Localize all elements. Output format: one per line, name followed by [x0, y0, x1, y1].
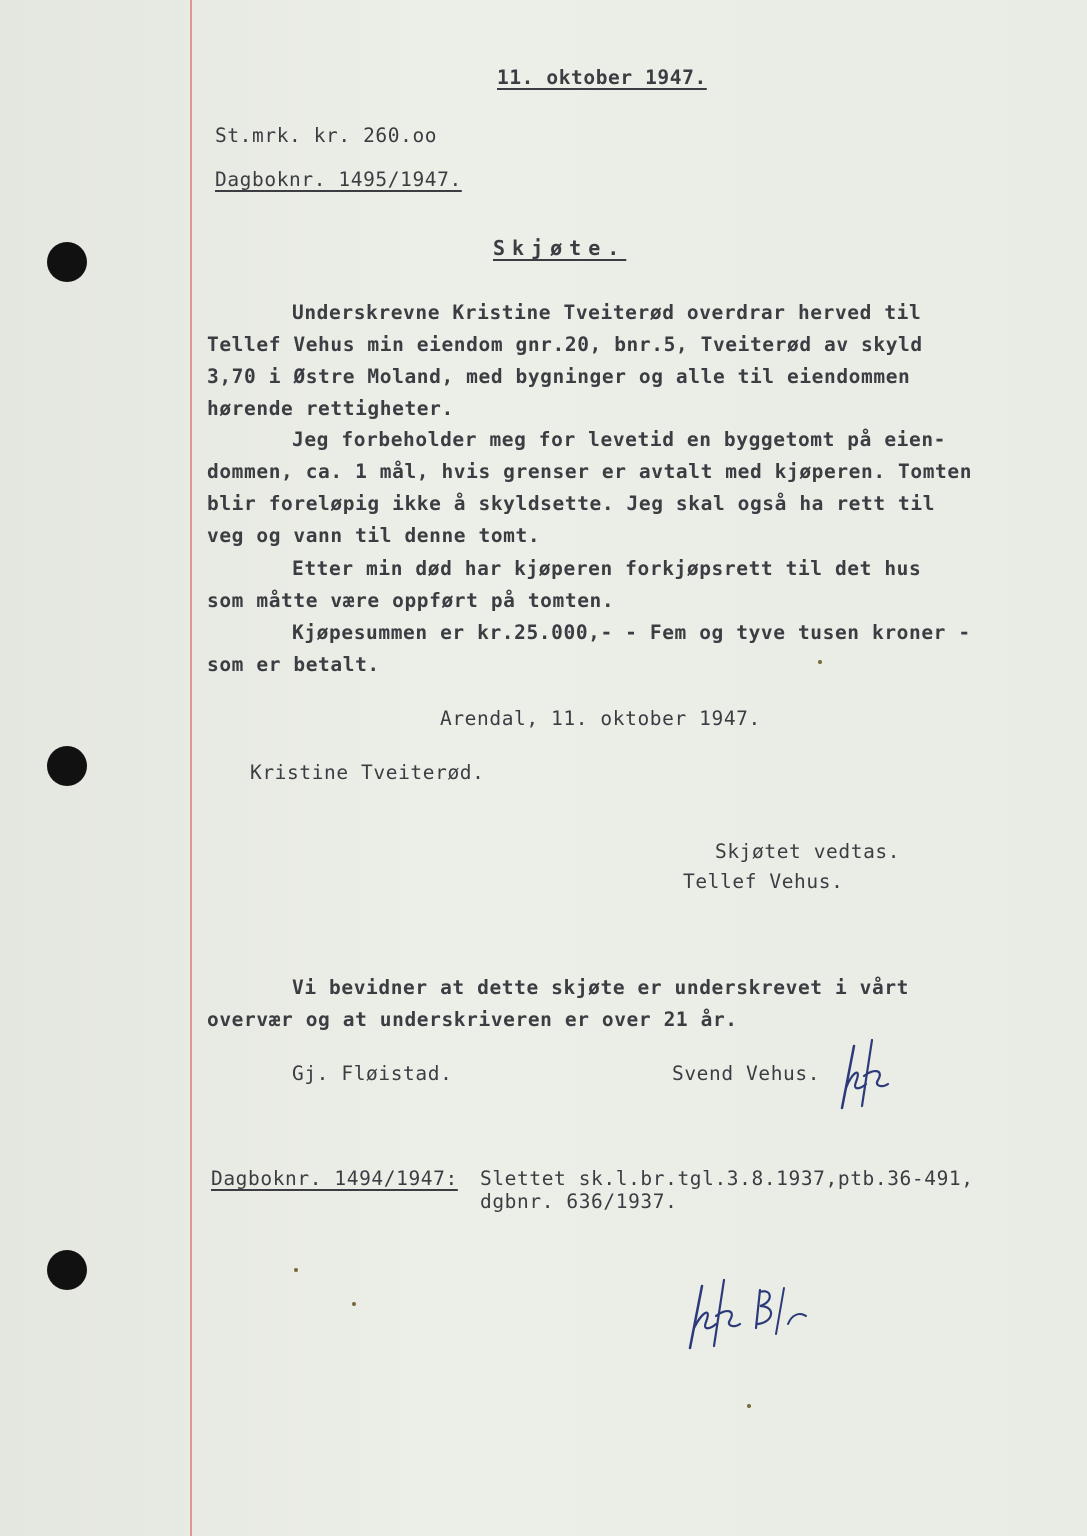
- dagbok-line: Dagboknr. 1495/1947.: [215, 168, 462, 191]
- ink-speck: [818, 660, 822, 664]
- buyer-signature: Tellef Vehus.: [683, 870, 844, 893]
- body-line: veg og vann til denne tomt.: [207, 524, 541, 547]
- footer-line: dgbnr. 636/1937.: [480, 1190, 678, 1213]
- body-line: Underskrevne Kristine Tveiterød overdrar herved til: [292, 301, 922, 324]
- body-line: som er betalt.: [207, 653, 380, 676]
- body-line: dommen, ca. 1 mål, hvis grenser er avtalt med kjøperen. Tomten: [207, 460, 973, 483]
- date-header: 11. oktober 1947.: [497, 66, 707, 89]
- place-date: Arendal, 11. oktober 1947.: [440, 707, 761, 730]
- body-line: blir foreløpig ikke å skyldsette. Jeg skal også ha rett til: [207, 492, 936, 515]
- handwritten-initials-icon: [680, 1272, 830, 1362]
- stamp-line: St.mrk. kr. 260.oo: [215, 124, 438, 147]
- footer-line: Slettet sk.l.br.tgl.3.8.1937,ptb.36-491,: [480, 1167, 974, 1190]
- body-line: 3,70 i Østre Moland, med bygninger og alle til eiendommen: [207, 365, 911, 388]
- body-line: Tellef Vehus min eiendom gnr.20, bnr.5, Tveiterød av skyld: [207, 333, 923, 356]
- witness-1: Gj. Fløistad.: [292, 1062, 453, 1085]
- footer-label: Dagboknr. 1494/1947:: [211, 1167, 458, 1190]
- punch-hole-icon: [47, 746, 87, 786]
- margin-line: [190, 0, 192, 1536]
- witness-line: Vi bevidner at dette skjøte er underskrevet i vårt: [292, 976, 909, 999]
- punch-hole-icon: [47, 242, 87, 282]
- seller-signature: Kristine Tveiterød.: [250, 761, 485, 784]
- body-line: hørende rettigheter.: [207, 397, 454, 420]
- document-title: Skjøte.: [493, 236, 627, 260]
- body-line: som måtte være oppført på tomten.: [207, 589, 615, 612]
- body-line: Kjøpesummen er kr.25.000,- - Fem og tyve tusen kroner -: [292, 621, 971, 644]
- ink-speck: [352, 1302, 356, 1306]
- body-line: Jeg forbeholder meg for levetid en byggetomt på eien-: [292, 428, 947, 451]
- witness-2: Svend Vehus.: [672, 1062, 821, 1085]
- ink-speck: [747, 1404, 751, 1408]
- body-line: Etter min død har kjøperen forkjøpsrett til det hus: [292, 557, 922, 580]
- acceptance-text: Skjøtet vedtas.: [715, 840, 901, 863]
- handwritten-initials-icon: [832, 1036, 902, 1116]
- punch-hole-icon: [47, 1250, 87, 1290]
- ink-speck: [294, 1268, 298, 1272]
- witness-line: overvær og at underskriveren er over 21 år.: [207, 1008, 738, 1031]
